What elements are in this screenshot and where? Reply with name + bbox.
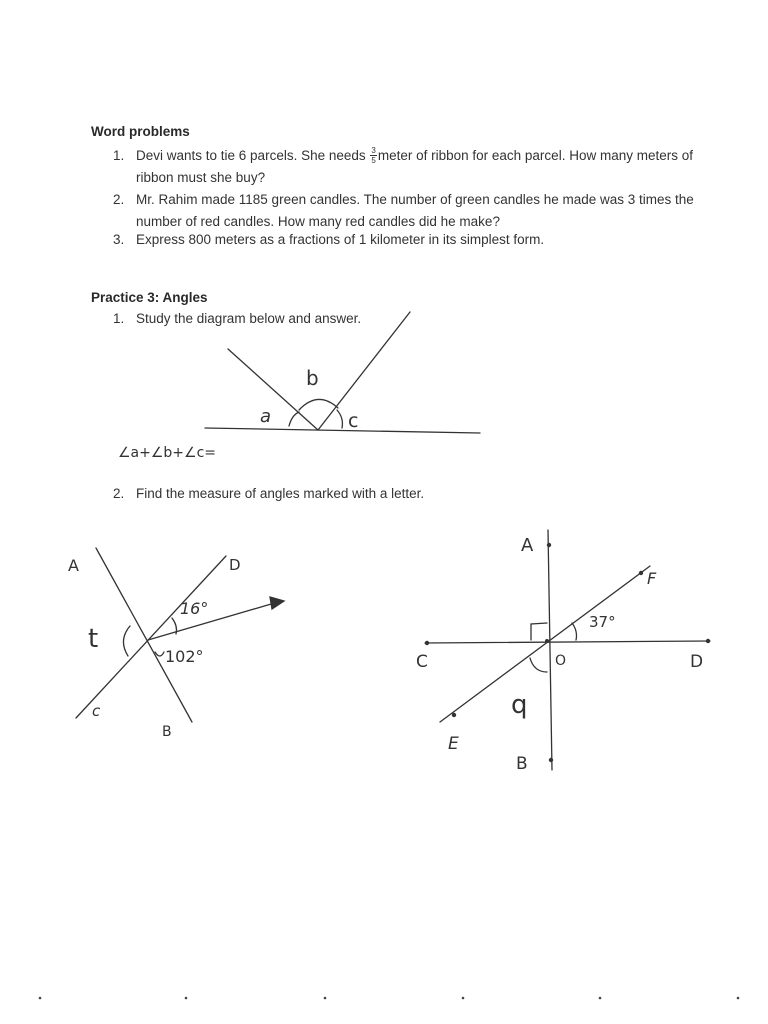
angle-37-label: 37°: [589, 613, 616, 631]
text-before: Devi wants to tie 6 parcels. She needs: [136, 148, 370, 163]
point-d: [706, 639, 710, 643]
item-text: Find the measure of angles marked with a letter.: [136, 486, 425, 501]
label-B: B: [162, 724, 172, 740]
line-cd: [76, 556, 226, 718]
point-a: [547, 543, 551, 547]
item-number: 1.: [113, 148, 125, 163]
item-number: 2.: [113, 486, 125, 501]
line-ef: [440, 566, 650, 722]
label-t: t: [88, 624, 99, 654]
label-A: A: [68, 556, 79, 575]
point-f: [639, 571, 643, 575]
fraction-denominator: 5: [371, 155, 376, 165]
label-C3: C: [416, 652, 428, 672]
angle-t-arc: [123, 626, 130, 656]
label-D: D: [229, 556, 241, 574]
word-problems-title: Word problems: [91, 124, 190, 139]
ray-arrow: [148, 602, 278, 640]
angle-b-arc: [299, 399, 338, 410]
angle-37-arc: [572, 623, 577, 640]
left-ray: [228, 349, 318, 430]
item-number: 2.: [113, 192, 125, 207]
base-line: [205, 428, 480, 433]
label-c-small: c: [92, 702, 101, 720]
label-F: F: [647, 569, 657, 588]
item-text: Express 800 meters as a fractions of 1 kilometer in its simplest form.: [136, 232, 545, 247]
angle-102-arc: [155, 652, 164, 656]
point-c: [425, 641, 429, 645]
point-o: [545, 639, 549, 643]
right-ray: [318, 312, 410, 430]
label-c: c: [348, 410, 359, 432]
line-ab-vertical: [548, 530, 552, 770]
angle-q-arc: [530, 658, 547, 672]
label-D3: D: [690, 652, 704, 672]
label-q: q: [511, 690, 528, 720]
arrow-head: [270, 597, 284, 609]
diagram-straight-angle: [205, 312, 480, 433]
angle-sum-equation: ∠a+∠b+∠c=: [118, 445, 217, 461]
angle-102-label: 102°: [165, 647, 204, 666]
line-cd-horizontal: [425, 641, 710, 643]
angle-c-arc: [337, 410, 342, 428]
diagram-perpendicular-lines: [425, 530, 710, 770]
label-b: b: [306, 366, 319, 390]
fraction-numerator: 3: [371, 145, 376, 155]
scan-dots: [39, 997, 740, 1000]
item-text: Mr. Rahim made 1185 green candles. The number of green candles he made was 3 times the number of red candles. How many red candles did he make?: [136, 192, 694, 229]
point-e: [452, 713, 456, 717]
text-after: meter of ribbon for each parcel. How many meters of ribbon must she buy?: [136, 148, 693, 185]
diagram-intersecting-lines: [76, 548, 284, 722]
label-E: E: [448, 734, 459, 754]
line-ab: [96, 548, 192, 722]
angle-a-arc: [289, 412, 299, 426]
item-number: 3.: [113, 232, 125, 247]
label-A3: A: [521, 535, 534, 556]
practice-title: Practice 3: Angles: [91, 290, 208, 305]
item-text: Study the diagram below and answer.: [136, 311, 362, 326]
point-b: [549, 758, 553, 762]
label-a: a: [260, 406, 272, 427]
item-number: 1.: [113, 311, 125, 326]
right-angle-mark: [531, 623, 547, 640]
label-O: O: [555, 653, 567, 669]
angle-16-label: 16°: [180, 599, 209, 618]
angle-16-arc: [172, 618, 177, 634]
label-B3: B: [516, 754, 528, 774]
